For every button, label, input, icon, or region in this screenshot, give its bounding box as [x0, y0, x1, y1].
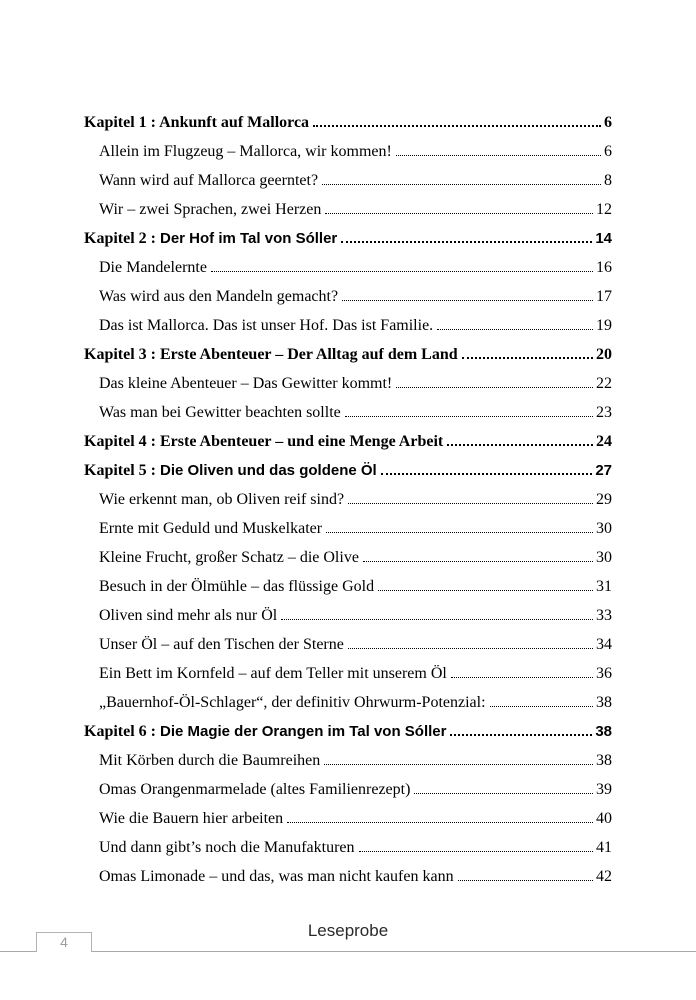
toc-entry-title: Der Hof im Tal von Sóller	[160, 230, 338, 247]
toc-page-number: 6	[604, 143, 612, 160]
toc-page-number: 23	[596, 404, 612, 421]
toc-entry-title: Wir – zwei Sprachen, zwei Herzen	[99, 201, 322, 218]
toc-entry-title: Das ist Mallorca. Das ist unser Hof. Das ist Familie.	[99, 317, 434, 334]
toc-page-number: 24	[596, 433, 612, 450]
page-number: 4	[60, 934, 68, 950]
toc-entry-title: Kapitel 2 :	[84, 230, 160, 247]
dot-leader	[458, 880, 593, 881]
toc-entry-title: Die Mandelernte	[99, 259, 207, 276]
dot-leader	[378, 590, 593, 591]
toc-entry-title: Omas Limonade – und das, was man nicht kaufen kann	[99, 868, 454, 885]
footer-label: Leseprobe	[307, 921, 389, 940]
toc-page-number: 29	[596, 491, 612, 508]
toc-page-number: 30	[596, 520, 612, 537]
toc-page-number: 14	[595, 230, 612, 247]
toc-entry-title: Die Oliven und das goldene Öl	[160, 462, 377, 479]
toc-entry-title: Ernte mit Geduld und Muskelkater	[99, 520, 323, 537]
toc-entry-section	[84, 514, 612, 543]
dot-leader	[341, 241, 592, 243]
toc-entry-title: Kleine Frucht, großer Schatz – die Olive	[99, 549, 359, 566]
toc-page-number: 38	[596, 694, 612, 711]
toc-page-number: 22	[596, 375, 612, 392]
toc-entry-title: Kapitel 4 : Erste Abenteuer – und eine Menge Arbeit	[84, 433, 444, 450]
toc-page-number: 17	[596, 288, 612, 305]
toc-entry-section	[84, 398, 612, 427]
dot-leader	[450, 734, 592, 736]
toc-entry-title: Wie erkennt man, ob Oliven reif sind?	[99, 491, 345, 508]
toc-page-number: 16	[596, 259, 612, 276]
toc-entry-section	[84, 543, 612, 572]
toc-entry-section	[84, 195, 612, 224]
toc-page-number: 40	[596, 810, 612, 827]
toc-entry-title: Omas Orangenmarmelade (altes Familienrezept)	[99, 781, 411, 798]
toc-entry-title: Kapitel 5 :	[84, 462, 160, 479]
dot-leader	[348, 648, 593, 649]
toc-page-number: 12	[596, 201, 612, 218]
toc-entry-title: „Bauernhof-Öl-Schlager“, der definitiv Ohrwurm-Potenzial:	[99, 694, 486, 711]
toc-page-number: 38	[596, 752, 612, 769]
toc-entry-title: Unser Öl – auf den Tischen der Sterne	[99, 636, 344, 653]
toc-entry-section	[84, 746, 612, 775]
dot-leader	[326, 532, 593, 533]
toc-entry-section	[84, 166, 612, 195]
toc-entry-section	[84, 369, 612, 398]
toc-page-number: 30	[596, 549, 612, 566]
toc-entry-title: Oliven sind mehr als nur Öl	[99, 607, 278, 624]
toc-entry-chapter	[84, 717, 612, 746]
toc-entry-title: Die Magie der Orangen im Tal von Sóller	[160, 723, 447, 740]
toc-entry-title: Kapitel 6 :	[84, 723, 160, 740]
toc-entry-section	[84, 688, 612, 717]
page-number-tab	[36, 932, 92, 952]
dot-leader	[325, 213, 593, 214]
toc-page-number: 42	[596, 868, 612, 885]
toc-entry-chapter	[84, 340, 612, 369]
footer-rule	[0, 951, 696, 952]
toc-entry-title: Allein im Flugzeug – Mallorca, wir kommen!	[99, 143, 392, 160]
toc-entry-title: Und dann gibt’s noch die Manufakturen	[99, 839, 355, 856]
dot-leader	[324, 764, 593, 765]
toc-entry-section	[84, 775, 612, 804]
toc-entry-section	[84, 833, 612, 862]
toc-page-number: 41	[596, 839, 612, 856]
toc-entry-section	[84, 862, 612, 891]
toc-page-number: 6	[604, 114, 612, 131]
dot-leader	[211, 271, 593, 272]
dot-leader	[396, 387, 593, 388]
dot-leader	[348, 503, 593, 504]
toc-entry-title: Kapitel 3 : Erste Abenteuer – Der Alltag auf dem Land	[84, 346, 458, 363]
toc-entry-chapter	[84, 427, 612, 456]
toc-entry-title: Das kleine Abenteuer – Das Gewitter kommt!	[99, 375, 393, 392]
toc-entry-section	[84, 311, 612, 340]
toc-entry-title: Was man bei Gewitter beachten sollte	[99, 404, 341, 421]
dot-leader	[322, 184, 601, 185]
toc-entry-section	[84, 630, 612, 659]
toc-page-number: 36	[596, 665, 612, 682]
dot-leader	[363, 561, 593, 562]
toc-entry-section	[84, 659, 612, 688]
toc-entry-title: Wann wird auf Mallorca geerntet?	[99, 172, 319, 189]
toc-page-number: 8	[604, 172, 612, 189]
dot-leader	[414, 793, 593, 794]
dot-leader	[342, 300, 593, 301]
toc-entry-chapter	[84, 108, 612, 137]
toc-entry-section	[84, 572, 612, 601]
toc-entry-section	[84, 137, 612, 166]
toc-entry-section	[84, 253, 612, 282]
dot-leader	[359, 851, 594, 852]
dot-leader	[490, 706, 593, 707]
toc-entry-section	[84, 485, 612, 514]
toc-entry-section	[84, 282, 612, 311]
toc-entry-title: Ein Bett im Kornfeld – auf dem Teller mit unserem Öl	[99, 665, 447, 682]
dot-leader	[345, 416, 593, 417]
toc-page-number: 38	[595, 723, 612, 740]
dot-leader	[447, 444, 593, 446]
dot-leader	[396, 155, 601, 156]
toc-page-number: 34	[596, 636, 612, 653]
toc-entry-title: Wie die Bauern hier arbeiten	[99, 810, 284, 827]
dot-leader	[462, 357, 593, 359]
toc-entry-chapter	[84, 456, 612, 485]
dot-leader	[287, 822, 593, 823]
toc-page-number: 20	[596, 346, 612, 363]
toc-page-number: 27	[595, 462, 612, 479]
toc-entry-title: Mit Körben durch die Baumreihen	[99, 752, 321, 769]
toc-page-number: 39	[596, 781, 612, 798]
toc-page-number: 19	[596, 317, 612, 334]
toc-page-number: 31	[596, 578, 612, 595]
toc-entry-section	[84, 601, 612, 630]
toc-entry-chapter	[84, 224, 612, 253]
toc-entry-section	[84, 804, 612, 833]
table-of-contents	[84, 108, 612, 891]
toc-entry-title: Was wird aus den Mandeln gemacht?	[99, 288, 339, 305]
dot-leader	[281, 619, 593, 620]
toc-page-number: 33	[596, 607, 612, 624]
toc-entry-title: Besuch in der Ölmühle – das flüssige Gold	[99, 578, 375, 595]
dot-leader	[313, 125, 601, 127]
dot-leader	[451, 677, 593, 678]
dot-leader	[381, 473, 593, 475]
dot-leader	[437, 329, 593, 330]
toc-entry-title: Kapitel 1 : Ankunft auf Mallorca	[84, 114, 310, 131]
